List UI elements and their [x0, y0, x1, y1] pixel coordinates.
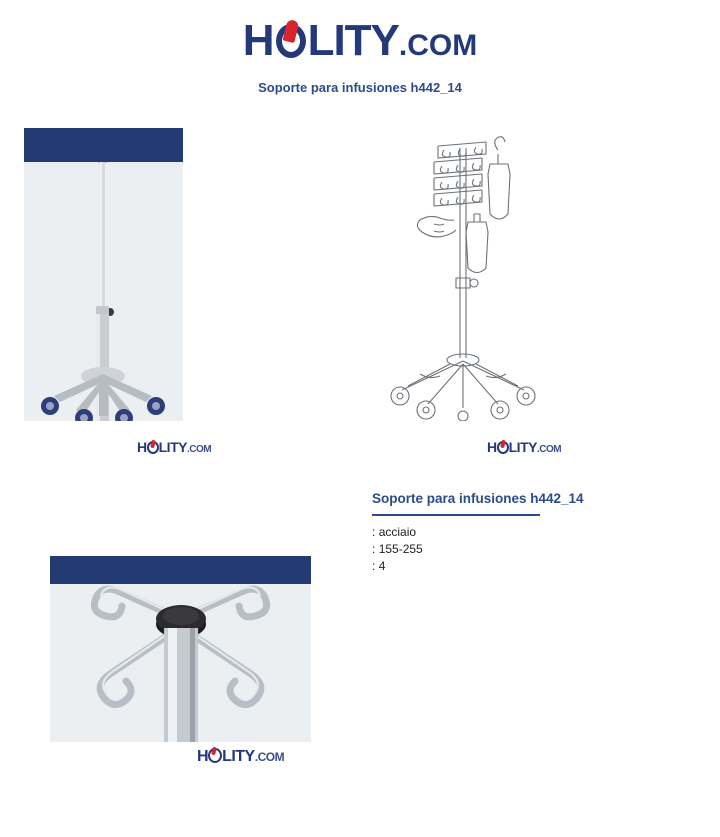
spec-value: acciaio [378, 525, 417, 539]
product-photo-front[interactable] [24, 128, 183, 421]
watermark-o-icon [147, 441, 159, 454]
watermark-o-icon [497, 441, 509, 454]
product-technical-drawing[interactable] [390, 128, 680, 421]
logo-o-swoosh-icon [274, 22, 308, 60]
logo-dotcom: .COM [398, 29, 478, 62]
product-photo-hooks-detail[interactable] [50, 556, 311, 742]
photo-watermark-detail: H LITY.COM [197, 748, 285, 765]
specs-panel [372, 490, 682, 575]
photo-watermark-front: H LITY.COM [137, 439, 212, 455]
logo-letter-h: H [242, 16, 274, 65]
specs-title: Soporte para infusiones h442_14 [372, 491, 584, 506]
logo-text [243, 18, 477, 69]
iv-stand-front-illustration [24, 128, 183, 421]
specs-title-underline [372, 514, 540, 516]
watermark-o-icon [208, 748, 222, 763]
spec-separator: : [372, 525, 376, 539]
spec-row [372, 558, 682, 575]
photo-watermark-drawing: H LITY.COM [487, 439, 562, 455]
spec-row [372, 524, 682, 541]
iv-stand-line-drawing [390, 128, 680, 421]
site-logo[interactable] [0, 18, 720, 69]
photo-blue-band [50, 556, 311, 584]
logo-letters-lity: LITY [307, 16, 399, 65]
page-title: Soporte para infusiones h442_14 [258, 80, 462, 95]
spec-value: 155-255 [378, 542, 423, 556]
spec-separator: : [372, 542, 376, 556]
spec-value: 4 [378, 559, 386, 573]
spec-row [372, 541, 682, 558]
specs-list [372, 524, 682, 575]
photo-blue-band [24, 128, 183, 162]
spec-separator: : [372, 559, 376, 573]
